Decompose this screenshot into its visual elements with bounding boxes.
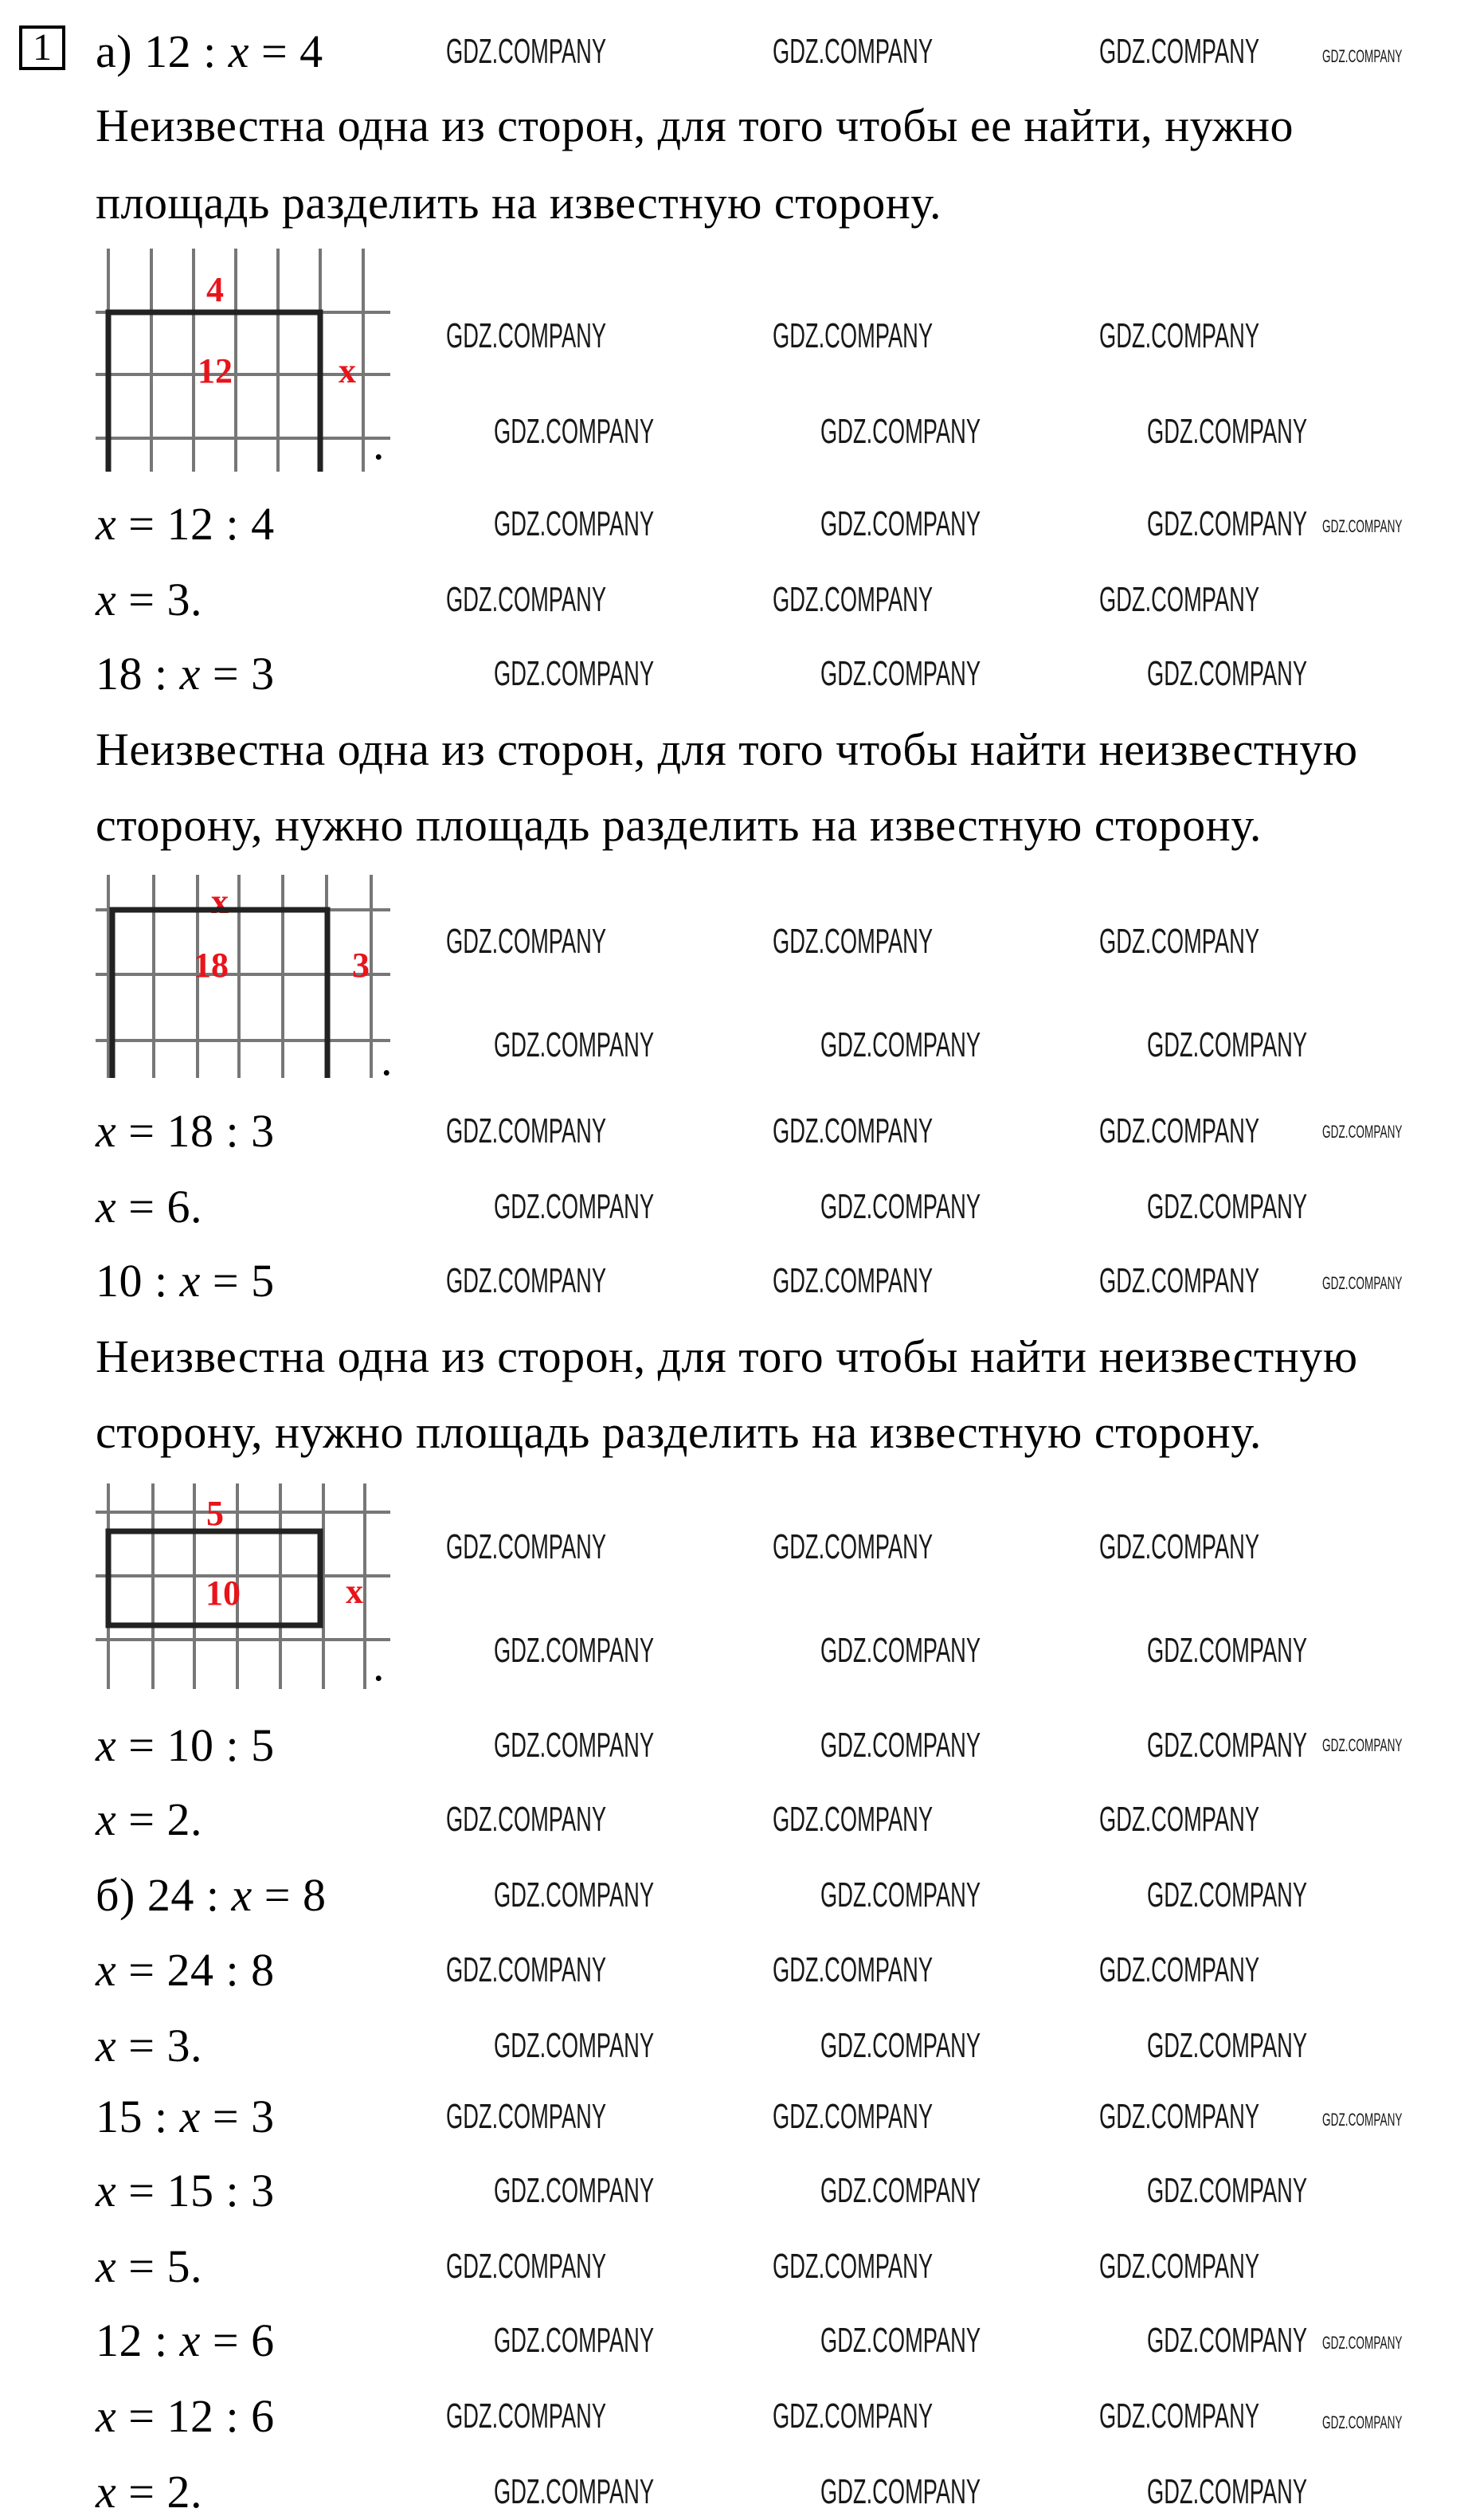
watermark: GDZ.COMPANY [1147,1631,1308,1670]
watermark: GDZ.COMPANY [1099,32,1260,71]
watermark: GDZ.COMPANY [1322,2412,1403,2432]
watermark: GDZ.COMPANY [1147,1726,1308,1765]
watermark: GDZ.COMPANY [446,1950,607,1989]
watermark: GDZ.COMPANY [1147,1187,1308,1226]
period: . [381,1033,393,1085]
watermark: GDZ.COMPANY [494,504,655,543]
grid-label-area: 18 [194,946,229,985]
grid-label-area: 12 [198,351,233,390]
watermark: GDZ.COMPANY [820,2026,981,2065]
watermark: GDZ.COMPANY [820,1187,981,1226]
period: . [373,1639,385,1691]
solution-line: x = 2. [96,1793,202,1845]
watermark: GDZ.COMPANY [1322,2333,1403,2353]
watermark: GDZ.COMPANY [1099,1800,1260,1839]
watermark: GDZ.COMPANY [820,2171,981,2210]
watermark: GDZ.COMPANY [1147,1875,1308,1914]
watermark: GDZ.COMPANY [494,1025,655,1064]
watermark: GDZ.COMPANY [446,2097,607,2136]
watermark: GDZ.COMPANY [446,1527,607,1566]
grid-label-area: 10 [206,1574,241,1613]
watermark: GDZ.COMPANY [446,1111,607,1150]
watermark: GDZ.COMPANY [773,32,934,71]
grid-label-side: x [339,351,356,390]
watermark: GDZ.COMPANY [773,580,934,619]
watermark: GDZ.COMPANY [1099,2247,1260,2286]
watermark: GDZ.COMPANY [773,2247,934,2286]
watermark: GDZ.COMPANY [820,412,981,451]
grid-label-side: 3 [352,946,370,985]
watermark: GDZ.COMPANY [1099,316,1260,355]
watermark: GDZ.COMPANY [820,1631,981,1670]
watermark: GDZ.COMPANY [820,2321,981,2360]
explanation-line: сторону, нужно площадь разделить на известную сторону. [96,1406,1262,1458]
watermark: GDZ.COMPANY [494,1875,655,1914]
grid-label-top: x [211,882,229,921]
watermark: GDZ.COMPANY [1147,2472,1308,2511]
watermark: GDZ.COMPANY [1322,46,1403,66]
period: . [373,417,385,469]
watermark: GDZ.COMPANY [1147,2321,1308,2360]
task-number: 1 [19,25,65,70]
watermark: GDZ.COMPANY [1147,2171,1308,2210]
watermark: GDZ.COMPANY [1147,2026,1308,2065]
watermark: GDZ.COMPANY [820,654,981,693]
grid-diagram-3 [96,1483,398,1689]
solution-line: x = 3. [96,2020,202,2071]
watermark: GDZ.COMPANY [1099,580,1260,619]
equation-a1: а) 12 : x = 4 [96,25,323,77]
watermark: GDZ.COMPANY [1147,654,1308,693]
solution-line: x = 15 : 3 [96,2165,275,2216]
rectangle-outline [112,910,327,1078]
watermark: GDZ.COMPANY [446,922,607,961]
watermark: GDZ.COMPANY [494,1187,655,1226]
solution-line: x = 24 : 8 [96,1944,275,1996]
watermark: GDZ.COMPANY [820,504,981,543]
watermark: GDZ.COMPANY [494,2321,655,2360]
watermark: GDZ.COMPANY [773,922,934,961]
grid-label-top: 4 [206,270,224,309]
equation-b3: 12 : x = 6 [96,2314,275,2366]
solution-line: x = 2. [96,2466,202,2518]
grid-diagram-2 [96,875,398,1078]
explanation-line: Неизвестна одна из сторон, для того чтобы ее найти, нужно [96,100,1294,151]
watermark: GDZ.COMPANY [1099,2397,1260,2436]
watermark: GDZ.COMPANY [1099,1111,1260,1150]
grid-label-side: x [346,1572,363,1611]
watermark: GDZ.COMPANY [773,1111,934,1150]
watermark: GDZ.COMPANY [446,580,607,619]
explanation-line: Неизвестна одна из сторон, для того чтобы найти неизвестную [96,723,1358,775]
watermark: GDZ.COMPANY [1099,2097,1260,2136]
watermark: GDZ.COMPANY [1147,1025,1308,1064]
watermark: GDZ.COMPANY [1099,1950,1260,1989]
watermark: GDZ.COMPANY [446,32,607,71]
explanation-line: площадь разделить на известную сторону. [96,177,941,229]
solution-line: x = 10 : 5 [96,1719,275,1771]
explanation-line: сторону, нужно площадь разделить на известную сторону. [96,799,1262,851]
watermark: GDZ.COMPANY [1147,504,1308,543]
watermark: GDZ.COMPANY [820,1025,981,1064]
rectangle-outline [108,312,320,472]
watermark: GDZ.COMPANY [820,2472,981,2511]
watermark: GDZ.COMPANY [1322,516,1403,536]
watermark: GDZ.COMPANY [446,1261,607,1300]
equation-a3: 10 : x = 5 [96,1255,275,1307]
watermark: GDZ.COMPANY [1322,2110,1403,2130]
watermark: GDZ.COMPANY [1099,922,1260,961]
watermark: GDZ.COMPANY [820,1726,981,1765]
equation-b2: 15 : x = 3 [96,2091,275,2142]
watermark: GDZ.COMPANY [773,1527,934,1566]
solution-line: x = 18 : 3 [96,1105,275,1157]
watermark: GDZ.COMPANY [773,2397,934,2436]
solution-line: x = 12 : 4 [96,498,275,550]
watermark: GDZ.COMPANY [773,1261,934,1300]
watermark: GDZ.COMPANY [494,2472,655,2511]
solution-line: x = 6. [96,1181,202,1233]
solution-line: x = 3. [96,574,202,625]
equation-b1: б) 24 : x = 8 [96,1869,327,1921]
watermark: GDZ.COMPANY [446,316,607,355]
watermark: GDZ.COMPANY [494,654,655,693]
solution-line: x = 5. [96,2240,202,2292]
watermark: GDZ.COMPANY [1322,1735,1403,1755]
watermark: GDZ.COMPANY [446,1800,607,1839]
watermark: GDZ.COMPANY [446,2247,607,2286]
watermark: GDZ.COMPANY [773,316,934,355]
equation-a2: 18 : x = 3 [96,648,275,700]
watermark: GDZ.COMPANY [446,2397,607,2436]
watermark: GDZ.COMPANY [773,2097,934,2136]
watermark: GDZ.COMPANY [494,2171,655,2210]
watermark: GDZ.COMPANY [773,1800,934,1839]
solution-line: x = 12 : 6 [96,2390,275,2442]
watermark: GDZ.COMPANY [1322,1273,1403,1293]
watermark: GDZ.COMPANY [494,1726,655,1765]
watermark: GDZ.COMPANY [494,1631,655,1670]
watermark: GDZ.COMPANY [494,412,655,451]
watermark: GDZ.COMPANY [1322,1122,1403,1142]
grid-label-top: 5 [206,1494,224,1533]
explanation-line: Неизвестна одна из сторон, для того чтобы найти неизвестную [96,1331,1358,1382]
watermark: GDZ.COMPANY [773,1950,934,1989]
watermark: GDZ.COMPANY [820,1875,981,1914]
watermark: GDZ.COMPANY [1147,412,1308,451]
watermark: GDZ.COMPANY [494,2026,655,2065]
watermark: GDZ.COMPANY [1099,1527,1260,1566]
grid-diagram-1 [96,249,398,472]
watermark: GDZ.COMPANY [1099,1261,1260,1300]
